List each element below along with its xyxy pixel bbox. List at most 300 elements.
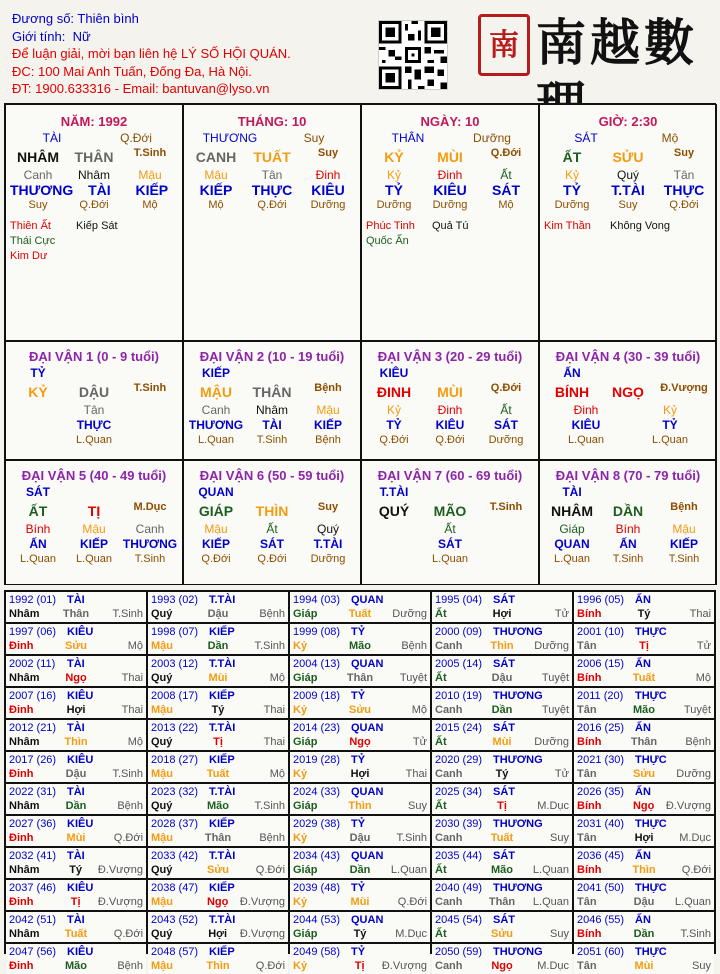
star-item: Thái Cực <box>10 235 56 247</box>
year-stem: Giáp <box>293 672 318 684</box>
year-label: 1994 (03) <box>293 594 341 606</box>
year-branch: Hợi <box>350 768 370 780</box>
year-stage: Mộ <box>269 672 286 684</box>
hidden-item: Dưỡng <box>310 553 346 565</box>
year-branch: Mùi <box>634 960 654 972</box>
year-stage: L.Quan <box>532 864 570 876</box>
pillar-top <box>188 131 356 146</box>
year-label: 2015 (24) <box>435 722 483 734</box>
hidden-item: THỰC <box>251 182 293 198</box>
spacer <box>478 485 534 500</box>
dai-van-branch: NGỌ <box>612 384 644 400</box>
year-head <box>9 785 143 799</box>
hidden-row <box>10 552 178 567</box>
year-god: TỶ <box>351 626 366 638</box>
hidden-row <box>188 403 356 418</box>
year-god: QUAN <box>351 594 384 606</box>
year-stage: Đ.Vượng <box>665 800 711 812</box>
dai-van-stage: T.Sinh <box>489 501 523 513</box>
hidden-item: KIẾP <box>313 418 342 432</box>
pillar-main <box>366 146 534 168</box>
dai-van-main <box>366 381 534 403</box>
year-label: 2026 (35) <box>577 786 625 798</box>
dai-van-god: ẤN <box>563 366 581 380</box>
year-stage: Tuyệt <box>541 672 570 684</box>
year-body <box>9 639 143 653</box>
year-god: QUAN <box>351 850 384 862</box>
pillar-stage-top: Dưỡng <box>473 131 511 145</box>
year-branch: Tý <box>353 928 367 940</box>
hidden-item: Bính <box>615 522 641 536</box>
year-cell <box>6 592 146 622</box>
year-head <box>9 849 143 863</box>
pillar-main <box>188 146 356 168</box>
year-god: KIẾP <box>209 690 235 702</box>
gender-label: Giới tính: <box>12 28 66 44</box>
dai-van-stage: Q.Đới <box>490 382 522 394</box>
pillar-title: NĂM: 1992 <box>60 114 128 129</box>
year-head <box>9 881 143 895</box>
year-stage: Đ.Vượng <box>239 928 285 940</box>
hidden-item: L.Quan <box>75 434 113 446</box>
year-stem: Đinh <box>9 768 34 780</box>
year-label: 2040 (49) <box>435 882 483 894</box>
year-stage: Đ.Vượng <box>239 896 285 908</box>
dai-van-branch: DẬU <box>78 384 110 400</box>
spacer <box>66 366 122 381</box>
year-cell <box>6 880 146 910</box>
year-head <box>151 849 285 863</box>
year-branch: Dần <box>633 928 655 940</box>
hidden-item: THƯƠNG <box>122 537 178 551</box>
year-label: 2034 (43) <box>293 850 341 862</box>
year-cell <box>6 656 146 686</box>
year-head <box>577 913 711 927</box>
year-stage: Thai <box>689 608 712 620</box>
year-cell <box>148 912 288 942</box>
dai-van-god-row <box>366 366 534 381</box>
hidden-item: Mậu <box>138 168 162 182</box>
year-stem: Bính <box>577 864 602 876</box>
year-cell <box>290 624 430 654</box>
year-label: 2009 (18) <box>293 690 341 702</box>
year-branch: Thân <box>630 736 658 748</box>
year-head <box>9 913 143 927</box>
year-cell <box>290 784 430 814</box>
year-stem: Mậu <box>151 832 173 844</box>
year-head <box>293 689 427 703</box>
contact-line: Để luận giải, mời bạn liên hệ LÝ SỐ HỘI QUÁN. <box>12 46 291 61</box>
hidden-item: Đinh <box>437 168 463 182</box>
year-cell <box>290 816 430 846</box>
dai-van-branch: THÂN <box>252 384 292 400</box>
hidden-row <box>188 418 356 433</box>
pillar-top <box>544 131 712 146</box>
year-stem: Bính <box>577 800 602 812</box>
year-stem: Kỷ <box>293 896 308 908</box>
year-label: 2010 (19) <box>435 690 483 702</box>
year-branch: Ngọ <box>349 736 371 748</box>
year-god: ẤN <box>635 914 651 926</box>
year-stem: Nhâm <box>9 800 40 812</box>
year-label: 2000 (09) <box>435 626 483 638</box>
dai-van-main <box>544 500 712 522</box>
hidden-row <box>10 418 178 433</box>
year-stage: Tử <box>696 640 712 652</box>
year-stage: Bệnh <box>685 736 712 748</box>
year-cell <box>148 944 288 974</box>
hidden-row <box>10 198 178 213</box>
year-body <box>9 959 143 973</box>
dai-van-main <box>10 500 178 522</box>
year-branch: Tuất <box>206 768 230 780</box>
year-label: 2032 (41) <box>9 850 57 862</box>
spacer <box>600 485 656 500</box>
year-branch: Thân <box>488 896 516 908</box>
year-label: 2023 (32) <box>151 786 199 798</box>
hidden-row <box>366 433 534 448</box>
year-stage: Thai <box>263 704 286 716</box>
year-stem: Giáp <box>293 800 318 812</box>
star-item: Kiếp Sát <box>76 220 118 232</box>
year-branch: Sửu <box>490 928 514 940</box>
year-god: SÁT <box>493 850 515 862</box>
dai-van-god-row <box>544 485 712 500</box>
year-cell <box>432 624 572 654</box>
hidden-item: Tân <box>83 403 105 417</box>
pillar-stars <box>10 219 178 264</box>
year-body <box>9 703 143 717</box>
year-stem: Mậu <box>151 640 173 652</box>
dai-van-god-row <box>10 485 178 500</box>
year-stage: Dưỡng <box>534 640 570 652</box>
year-stage: Mộ <box>269 768 286 780</box>
year-stem: Tân <box>577 704 597 716</box>
year-stage: M.Dục <box>537 960 570 972</box>
hidden-item: Mậu <box>82 522 106 536</box>
year-cell <box>6 752 146 782</box>
year-god: KIÊU <box>67 626 94 638</box>
year-head <box>577 689 711 703</box>
hidden-row <box>544 522 712 537</box>
hidden-item: SÁT <box>438 537 462 551</box>
year-branch: Dần <box>207 640 229 652</box>
year-stage: Tuyệt <box>399 672 428 684</box>
year-god: ẤN <box>635 850 651 862</box>
year-head <box>151 593 285 607</box>
hidden-item: Giáp <box>559 522 585 536</box>
year-branch: Dậu <box>207 608 229 620</box>
spacer <box>656 485 712 500</box>
year-body <box>577 767 711 781</box>
year-branch: Thìn <box>206 960 230 972</box>
year-branch: Dậu <box>349 832 371 844</box>
year-body <box>293 639 427 653</box>
year-head <box>151 817 285 831</box>
dai-van-god: KIẾP <box>201 366 230 380</box>
year-god: THỰC <box>635 946 667 958</box>
year-stage: Dưỡng <box>534 736 570 748</box>
year-head <box>9 721 143 735</box>
year-label: 2027 (36) <box>9 818 57 830</box>
year-stem: Bính <box>577 608 602 620</box>
year-cell <box>148 624 288 654</box>
year-cell <box>574 880 714 910</box>
dai-van-god: TÀI <box>562 485 582 499</box>
year-head <box>9 689 143 703</box>
year-god: SÁT <box>493 786 515 798</box>
year-branch: Thìn <box>348 800 372 812</box>
hidden-row <box>188 183 356 198</box>
stars-good <box>366 219 432 249</box>
year-label: 2046 (55) <box>577 914 625 926</box>
year-stage: Đ.Vượng <box>97 864 143 876</box>
dai-van-cell <box>183 460 361 585</box>
dai-van-stem: BÍNH <box>554 384 590 400</box>
year-stage: T.Sinh <box>680 928 712 940</box>
year-label: 2006 (15) <box>577 658 625 670</box>
pillar-main <box>544 146 712 168</box>
year-branch: Tị <box>354 960 365 972</box>
year-god: QUAN <box>351 722 384 734</box>
hidden-row <box>10 433 178 448</box>
hidden-row <box>188 537 356 552</box>
year-stage: Bệnh <box>259 608 286 620</box>
hidden-row <box>366 403 534 418</box>
year-body <box>151 863 285 877</box>
year-stem: Ất <box>435 800 447 812</box>
hidden-item: Đinh <box>573 403 599 417</box>
hidden-item: T.TÀI <box>313 537 343 551</box>
year-head <box>435 785 569 799</box>
year-head <box>435 913 569 927</box>
dai-van-stage: M.Dục <box>133 501 167 513</box>
year-head <box>9 625 143 639</box>
year-stem: Ất <box>435 928 447 940</box>
year-cell <box>574 656 714 686</box>
year-head <box>151 753 285 767</box>
year-head <box>151 913 285 927</box>
year-label: 2011 (20) <box>577 690 624 702</box>
year-god: T.TÀI <box>209 722 236 734</box>
spacer <box>244 485 300 500</box>
hidden-item: Dưỡng <box>554 199 590 211</box>
year-body <box>577 607 711 621</box>
year-god: THỰC <box>635 818 667 830</box>
hidden-item: KIÊU <box>433 182 467 198</box>
hidden-item: Kỷ <box>386 403 401 417</box>
hidden-item: Tân <box>261 168 283 182</box>
hidden-item: KIÊU <box>571 418 601 432</box>
year-stem: Canh <box>435 768 463 780</box>
hidden-item: Bệnh <box>315 434 341 446</box>
year-god: SÁT <box>493 722 515 734</box>
year-body <box>435 639 569 653</box>
year-branch: Thân <box>204 832 232 844</box>
year-stem: Canh <box>435 896 463 908</box>
year-label: 2018 (27) <box>151 754 199 766</box>
star-item: Kim Thần <box>544 220 591 232</box>
hidden-item: Kỷ <box>564 168 579 182</box>
year-body <box>151 671 285 685</box>
hidden-row <box>188 552 356 567</box>
year-god: THỰC <box>635 690 667 702</box>
year-body <box>577 671 711 685</box>
pillar-stage: Suy <box>673 147 695 159</box>
year-body <box>435 959 569 973</box>
year-label: 2003 (12) <box>151 658 199 670</box>
year-stem: Đinh <box>9 704 34 716</box>
hidden-item: Dưỡng <box>432 199 468 211</box>
year-head <box>577 849 711 863</box>
year-stage: T.Sinh <box>112 768 144 780</box>
year-stage: Suy <box>408 800 428 812</box>
year-cell <box>290 688 430 718</box>
year-cell <box>148 816 288 846</box>
pillar-cell <box>539 104 717 341</box>
year-head <box>435 657 569 671</box>
year-head <box>577 657 711 671</box>
year-branch: Dậu <box>65 768 87 780</box>
year-stem: Quý <box>151 672 173 684</box>
year-stem: Nhâm <box>9 928 40 940</box>
year-cell <box>290 720 430 750</box>
year-stage: T.Sinh <box>254 640 286 652</box>
year-label: 2044 (53) <box>293 914 341 926</box>
year-head <box>151 689 285 703</box>
hidden-item: Mộ <box>498 199 514 211</box>
year-stage: T.Sinh <box>254 800 286 812</box>
dai-van-main <box>544 381 712 403</box>
year-branch: Ngọ <box>65 672 87 684</box>
year-cell <box>290 656 430 686</box>
year-stage: Tử <box>554 768 570 780</box>
hidden-item: Suy <box>28 199 48 211</box>
hidden-item: Canh <box>135 522 165 536</box>
year-label: 2039 (48) <box>293 882 341 894</box>
year-god: KIÊU <box>67 882 94 894</box>
hidden-row <box>10 522 178 537</box>
year-god: KIẾP <box>209 946 235 958</box>
year-branch: Tý <box>69 864 83 876</box>
year-stem: Kỷ <box>293 640 308 652</box>
year-stem: Ất <box>435 672 447 684</box>
year-stage: Q.Đới <box>113 832 144 844</box>
year-label: 1997 (06) <box>9 626 57 638</box>
stars-bad <box>610 219 712 234</box>
year-branch: Sửu <box>206 864 230 876</box>
hidden-item: Quý <box>316 522 339 536</box>
hidden-item: Đinh <box>437 403 463 417</box>
year-label: 2028 (37) <box>151 818 199 830</box>
hidden-item: L.Quan <box>75 553 113 565</box>
year-god: T.TÀI <box>209 786 236 798</box>
year-stem: Ất <box>435 736 447 748</box>
year-label: 2020 (29) <box>435 754 483 766</box>
year-branch: Tý <box>211 704 225 716</box>
year-branch: Sửu <box>632 768 656 780</box>
year-body <box>293 703 427 717</box>
stars-good <box>544 219 610 234</box>
hidden-row <box>366 198 534 213</box>
year-god: THỰC <box>635 882 667 894</box>
spacer <box>478 366 534 381</box>
year-branch: Dần <box>491 704 513 716</box>
year-body <box>293 671 427 685</box>
hidden-row <box>544 418 712 433</box>
year-body <box>9 831 143 845</box>
year-body <box>151 703 285 717</box>
dai-van-stem: QUÝ <box>378 503 410 519</box>
pillar-title: NGÀY: 10 <box>420 114 480 129</box>
dai-van-main <box>188 500 356 522</box>
year-branch: Tị <box>213 736 223 748</box>
hidden-item: L.Quan <box>197 434 235 446</box>
year-body <box>435 671 569 685</box>
year-god: THƯƠNG <box>493 626 543 638</box>
year-body <box>293 607 427 621</box>
chart-grid <box>4 103 716 585</box>
year-body <box>577 735 711 749</box>
year-body <box>151 895 285 909</box>
year-stem: Đinh <box>9 960 34 972</box>
pillar-branch: THÂN <box>74 149 114 165</box>
year-body <box>577 863 711 877</box>
dai-van-cell <box>539 341 717 460</box>
year-body <box>151 735 285 749</box>
pillar-god: SÁT <box>574 131 598 145</box>
year-stem: Bính <box>577 672 602 684</box>
year-branch: Dậu <box>491 672 513 684</box>
hidden-item: Kỷ <box>386 168 401 182</box>
year-label: 2024 (33) <box>293 786 341 798</box>
year-stem: Giáp <box>293 864 318 876</box>
year-god: KIÊU <box>67 690 94 702</box>
year-stage: Bệnh <box>117 960 144 972</box>
year-head <box>293 625 427 639</box>
dai-van-cell <box>361 341 539 460</box>
dai-van-cell <box>5 460 183 585</box>
spacer <box>422 366 478 381</box>
year-body <box>435 927 569 941</box>
hidden-item: Q.Đới <box>435 434 465 446</box>
dai-van-title: ĐẠI VẬN 1 (0 - 9 tuổi) <box>28 349 159 364</box>
year-god: T.TÀI <box>209 594 236 606</box>
year-body <box>293 863 427 877</box>
hidden-row <box>544 168 712 183</box>
year-god: TÀI <box>67 786 85 798</box>
pillar-main <box>10 146 178 168</box>
year-body <box>577 639 711 653</box>
year-branch: Mùi <box>492 736 512 748</box>
year-body <box>9 895 143 909</box>
year-branch: Mão <box>349 640 371 652</box>
hidden-item: Mậu <box>204 522 228 536</box>
year-branch: Sửu <box>348 704 372 716</box>
year-cell <box>290 880 430 910</box>
year-branch: Hợi <box>634 832 654 844</box>
pillar-stage-top: Suy <box>303 131 325 145</box>
year-god: TỶ <box>351 818 366 830</box>
hidden-item: SÁT <box>492 182 520 198</box>
year-head <box>577 817 711 831</box>
year-cell <box>432 752 572 782</box>
star-item: Quả Tú <box>432 220 469 232</box>
stars-bad <box>432 219 534 249</box>
year-god: THƯƠNG <box>493 882 543 894</box>
year-stem: Đinh <box>9 832 34 844</box>
hidden-item: Mộ <box>208 199 224 211</box>
